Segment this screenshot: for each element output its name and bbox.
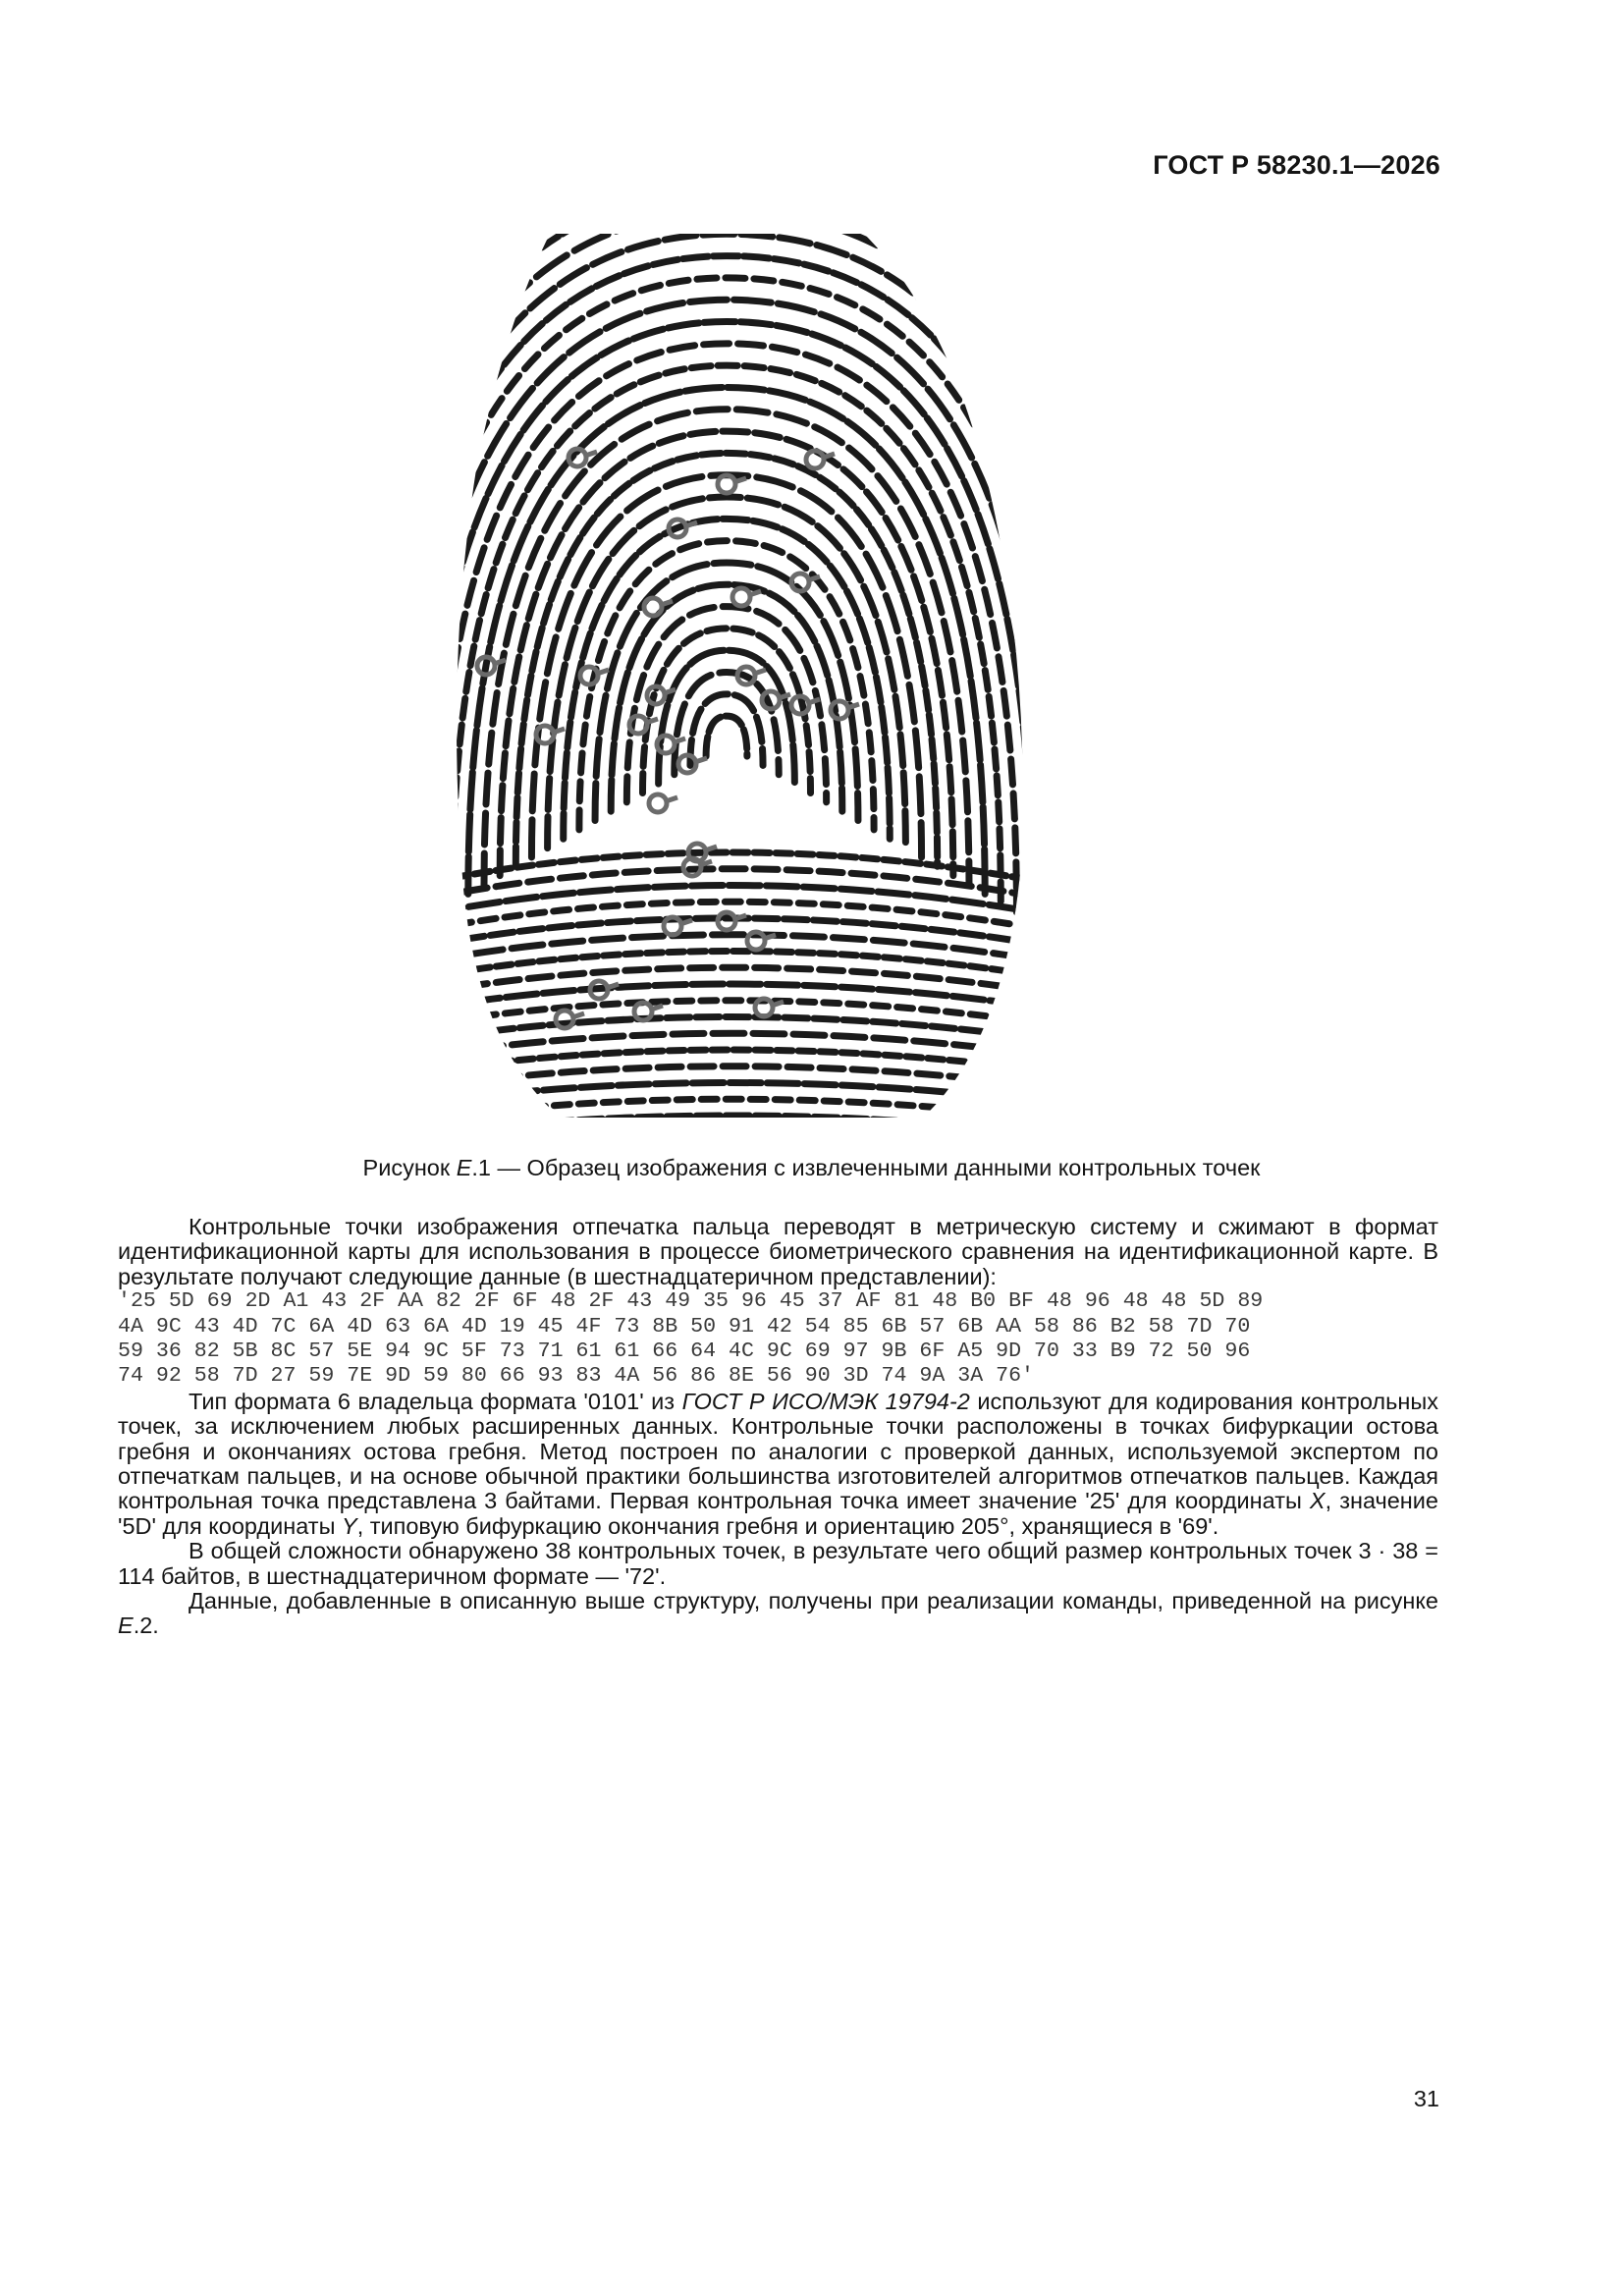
ridge-line <box>690 694 763 766</box>
figure-caption <box>0 1155 1623 1181</box>
fingerprint-image <box>432 234 1041 1118</box>
minutia-marker <box>644 598 662 616</box>
ridge-line <box>432 984 1041 1008</box>
ridge-line <box>706 716 747 756</box>
caption-text: .1 — Образец изображения с извлеченными данными контрольных точек <box>471 1155 1261 1180</box>
figure-reference: Е <box>118 1613 134 1639</box>
fingerprint-figure <box>432 234 1041 1118</box>
document-number: ГОСТ Р 58230.1—2026 <box>1153 150 1440 180</box>
p4-text: Данные, добавленные в описанную выше структуру, получены при реализации команды, приведенной на рисунке <box>189 1588 1438 1614</box>
p2-text: Тип формата 6 владельца формата '0101' из <box>189 1388 682 1414</box>
hex-line: '25 5D 69 2D A1 43 2F AA 82 2F 6F 48 2F 43 49 35 96 45 37 AF 81 48 B0 BF 48 96 48 48 5D 89 <box>118 1289 1264 1314</box>
p2-text: , типовую бифуркацию окончания гребня и ориентацию 205°, хранящиеся в '69'. <box>356 1512 1219 1539</box>
body-text <box>118 1215 1438 1639</box>
caption-prefix: Рисунок <box>362 1155 457 1180</box>
ridge-line <box>432 967 1041 992</box>
hex-line: 74 92 58 7D 27 59 7E 9D 59 80 66 93 83 4A 56 86 8E 56 90 3D 74 9A 3A 76' <box>118 1364 1035 1389</box>
minutia-marker <box>732 588 750 606</box>
paragraph-4 <box>118 1589 1438 1639</box>
coord-y: Y <box>342 1512 357 1539</box>
p2-text: , значение '5D' для координаты <box>118 1488 1438 1539</box>
ridge-line <box>432 935 1041 960</box>
coord-x: X <box>1309 1488 1325 1514</box>
paragraph-3: В общей сложности обнаружено 38 контрольных точек, в результате чего общий размер контрольных точек 3 · 38 = 114 байтов, в шестнадцатеричном формате — '72'. <box>118 1538 1438 1589</box>
page-number: 31 <box>1413 2086 1439 2111</box>
standard-reference: ГОСТ Р ИСО/МЭК 19794-2 <box>681 1388 970 1414</box>
hex-line: 4A 9C 43 4D 7C 6A 4D 63 6A 4D 19 45 4F 73 8B 50 91 42 54 85 6B 57 6B AA 58 86 B2 58 7D 70 <box>118 1314 1251 1339</box>
hex-data-block <box>118 1289 1438 1390</box>
hex-line: 59 36 82 5B 8C 57 5E 94 9C 5F 73 71 61 61 66 64 4C 9C 69 97 9B 6F A5 9D 70 33 B9 72 50 96 <box>118 1339 1251 1363</box>
paragraph-1: Контрольные точки изображения отпечатка пальца переводят в метрическую систему и сжимают в формат идентификационной карты для использования в процессе биометрического сравнения на идентификационной карте. В результате получают следующие данные (в шестнадцатеричном представлении): <box>118 1214 1438 1289</box>
p2-text: используют для кодирования контрольных точек, за исключением любых расширенных данных. Контрольные точки расположены в точках бифуркации остова гребня и окончаниях остова гребня. Метод построен по аналогии с проверкой данных, используемой экспертом по отпечаткам пальцев, и на основе обычной практики большинства изготовителей алгоритмов отпечатков пальцев. Каждая контрольная точка представлена 3 байтами. Первая контрольная точка имеет значение '25' для координаты <box>118 1388 1438 1514</box>
p4-text: .2. <box>133 1613 159 1639</box>
ridge-line <box>432 1116 1041 1118</box>
ridge-line <box>432 952 1041 977</box>
paragraph-2 <box>118 1390 1438 1539</box>
caption-ref: Е <box>456 1155 472 1180</box>
minutia-marker <box>649 794 667 812</box>
